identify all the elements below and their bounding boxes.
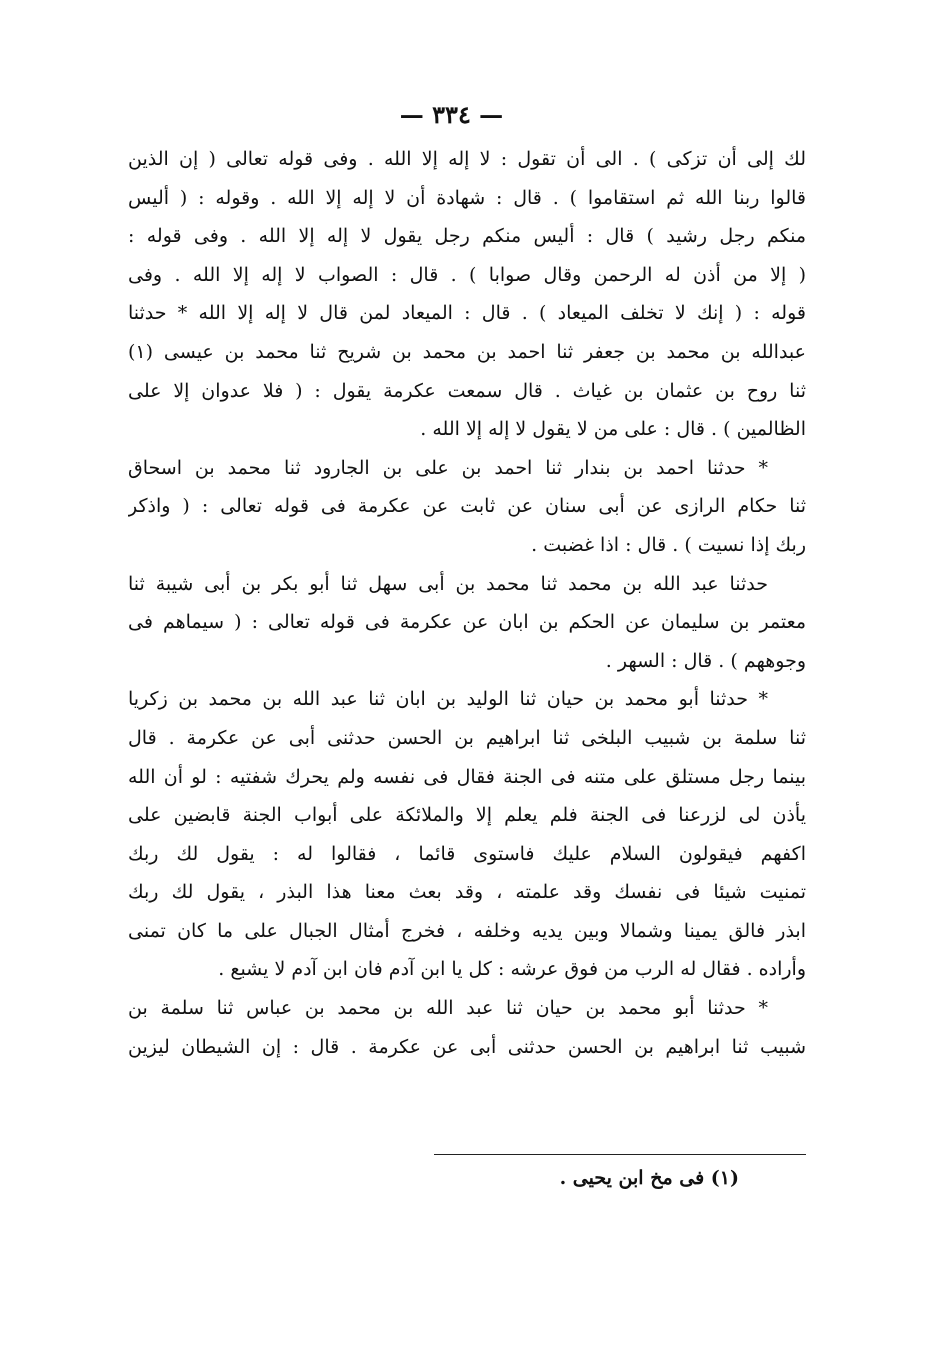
text-line: ثنا حكام الرازى عن أبى سنان عن ثابت عن عكرمة فى قوله تعالى : ( واذكر [128, 495, 806, 518]
text-line: * حدثنا احمد بن بندار ثنا احمد بن على بن الجارود ثنا محمد بن اسحاق [128, 456, 768, 479]
text-line: شبيب ثنا ابراهيم بن الحسن حدثنى أبى عن عكرمة . قال : إن الشيطان ليزين [128, 1035, 806, 1058]
text-line: * حدثنا أبو محمد بن حيان ثنا عبد الله بن محمد بن عباس ثنا سلمة بن [128, 997, 768, 1020]
text-line: منكم رجل رشيد ) قال : أليس منكم رجل يقول لا إله إلا الله . وفى قوله : [128, 225, 806, 248]
text-line: ابذر فالق يمينا وشمالا وبين يديه وخلفه ، فخرج أمثال الجبال على ما كان تمنى [128, 919, 806, 942]
text-line: وأراده . فقال له الرب من فوق عرشه : كل يا ابن آدم فان ابن آدم لا يشبع . [218, 958, 806, 981]
footnote-divider [434, 1154, 806, 1155]
text-line: قالوا ربنا الله ثم استقاموا ) . قال : شهادة أن لا إله إلا الله . وقوله : ( أليس [128, 186, 806, 209]
text-line: وجوههم ) . قال : السهر . [605, 649, 806, 672]
text-line: ثنا روح بن عثمان بن غياث . قال سمعت عكرمة يقول : ( فلا عدوان إلا على [128, 379, 806, 402]
text-line: تمنيت شيئا فى نفسك وقد علمته ، وقد بعث معنا هذا البذر ، يقول لك ربك [128, 881, 806, 904]
text-line: اكفهم فيقولون السلام عليك فاستوى قائما ، فقالوا له : يقول لك ربك [128, 842, 806, 865]
text-line: الظالمين ) . قال : على من لا يقول لا إله إلا الله . [420, 418, 806, 441]
text-line: قوله : ( إنك لا تخلف الميعاد ) . قال : الميعاد لمن قال لا إله إلا الله * حدثنا [128, 302, 806, 325]
text-line: بينما رجل مستلق على متنه فى الجنة فقال فى نفسه ولم يحرك شفتيه : لو أن الله [128, 765, 806, 788]
text-line: لك إلى أن تزكى ) . الى أن تقول : لا إله إلا الله . وفى قوله تعالى ( إن الذين [128, 148, 806, 170]
text-line: عبدالله بن محمد بن جعفر ثنا احمد بن محمد بن شريح ثنا محمد بن عيسى (١) [128, 340, 806, 363]
text-line: يأذن لى لزرعنا فى الجنة فلم يعلم إلا والملائكة على أبواب الجنة قابضين على [128, 804, 806, 827]
text-line: حدثنا عبد الله بن محمد ثنا محمد بن أبى سهل ثنا أبو بكر بن أبى شيبة ثنا [128, 572, 768, 595]
text-line: ( إلا من أذن له الرحمن وقال صوابا ) . قال : الصواب لا إله إلا الله . وفى [128, 263, 806, 286]
footnote: (١) فى مخ ابن يحيى . [559, 1167, 739, 1189]
text-line: * حدثنا أبو محمد بن حيان ثنا الوليد بن ابان ثنا عبد الله بن محمد بن زكريا [128, 688, 768, 711]
text-line: ثنا سلمة بن شبيب البلخى ثنا ابراهيم بن الحسن حدثنى أبى عن عكرمة . قال [128, 726, 806, 749]
text-line: معتمر بن سليمان عن الحكم بن ابان عن عكرمة فى قوله تعالى : ( سيماهم فى [128, 611, 806, 634]
text-line: ربك إذا نسيت ) . قال : اذا غضبت . [531, 533, 806, 556]
body-text [128, 140, 806, 1066]
page-number: — ٣٣٤ — [399, 100, 504, 129]
